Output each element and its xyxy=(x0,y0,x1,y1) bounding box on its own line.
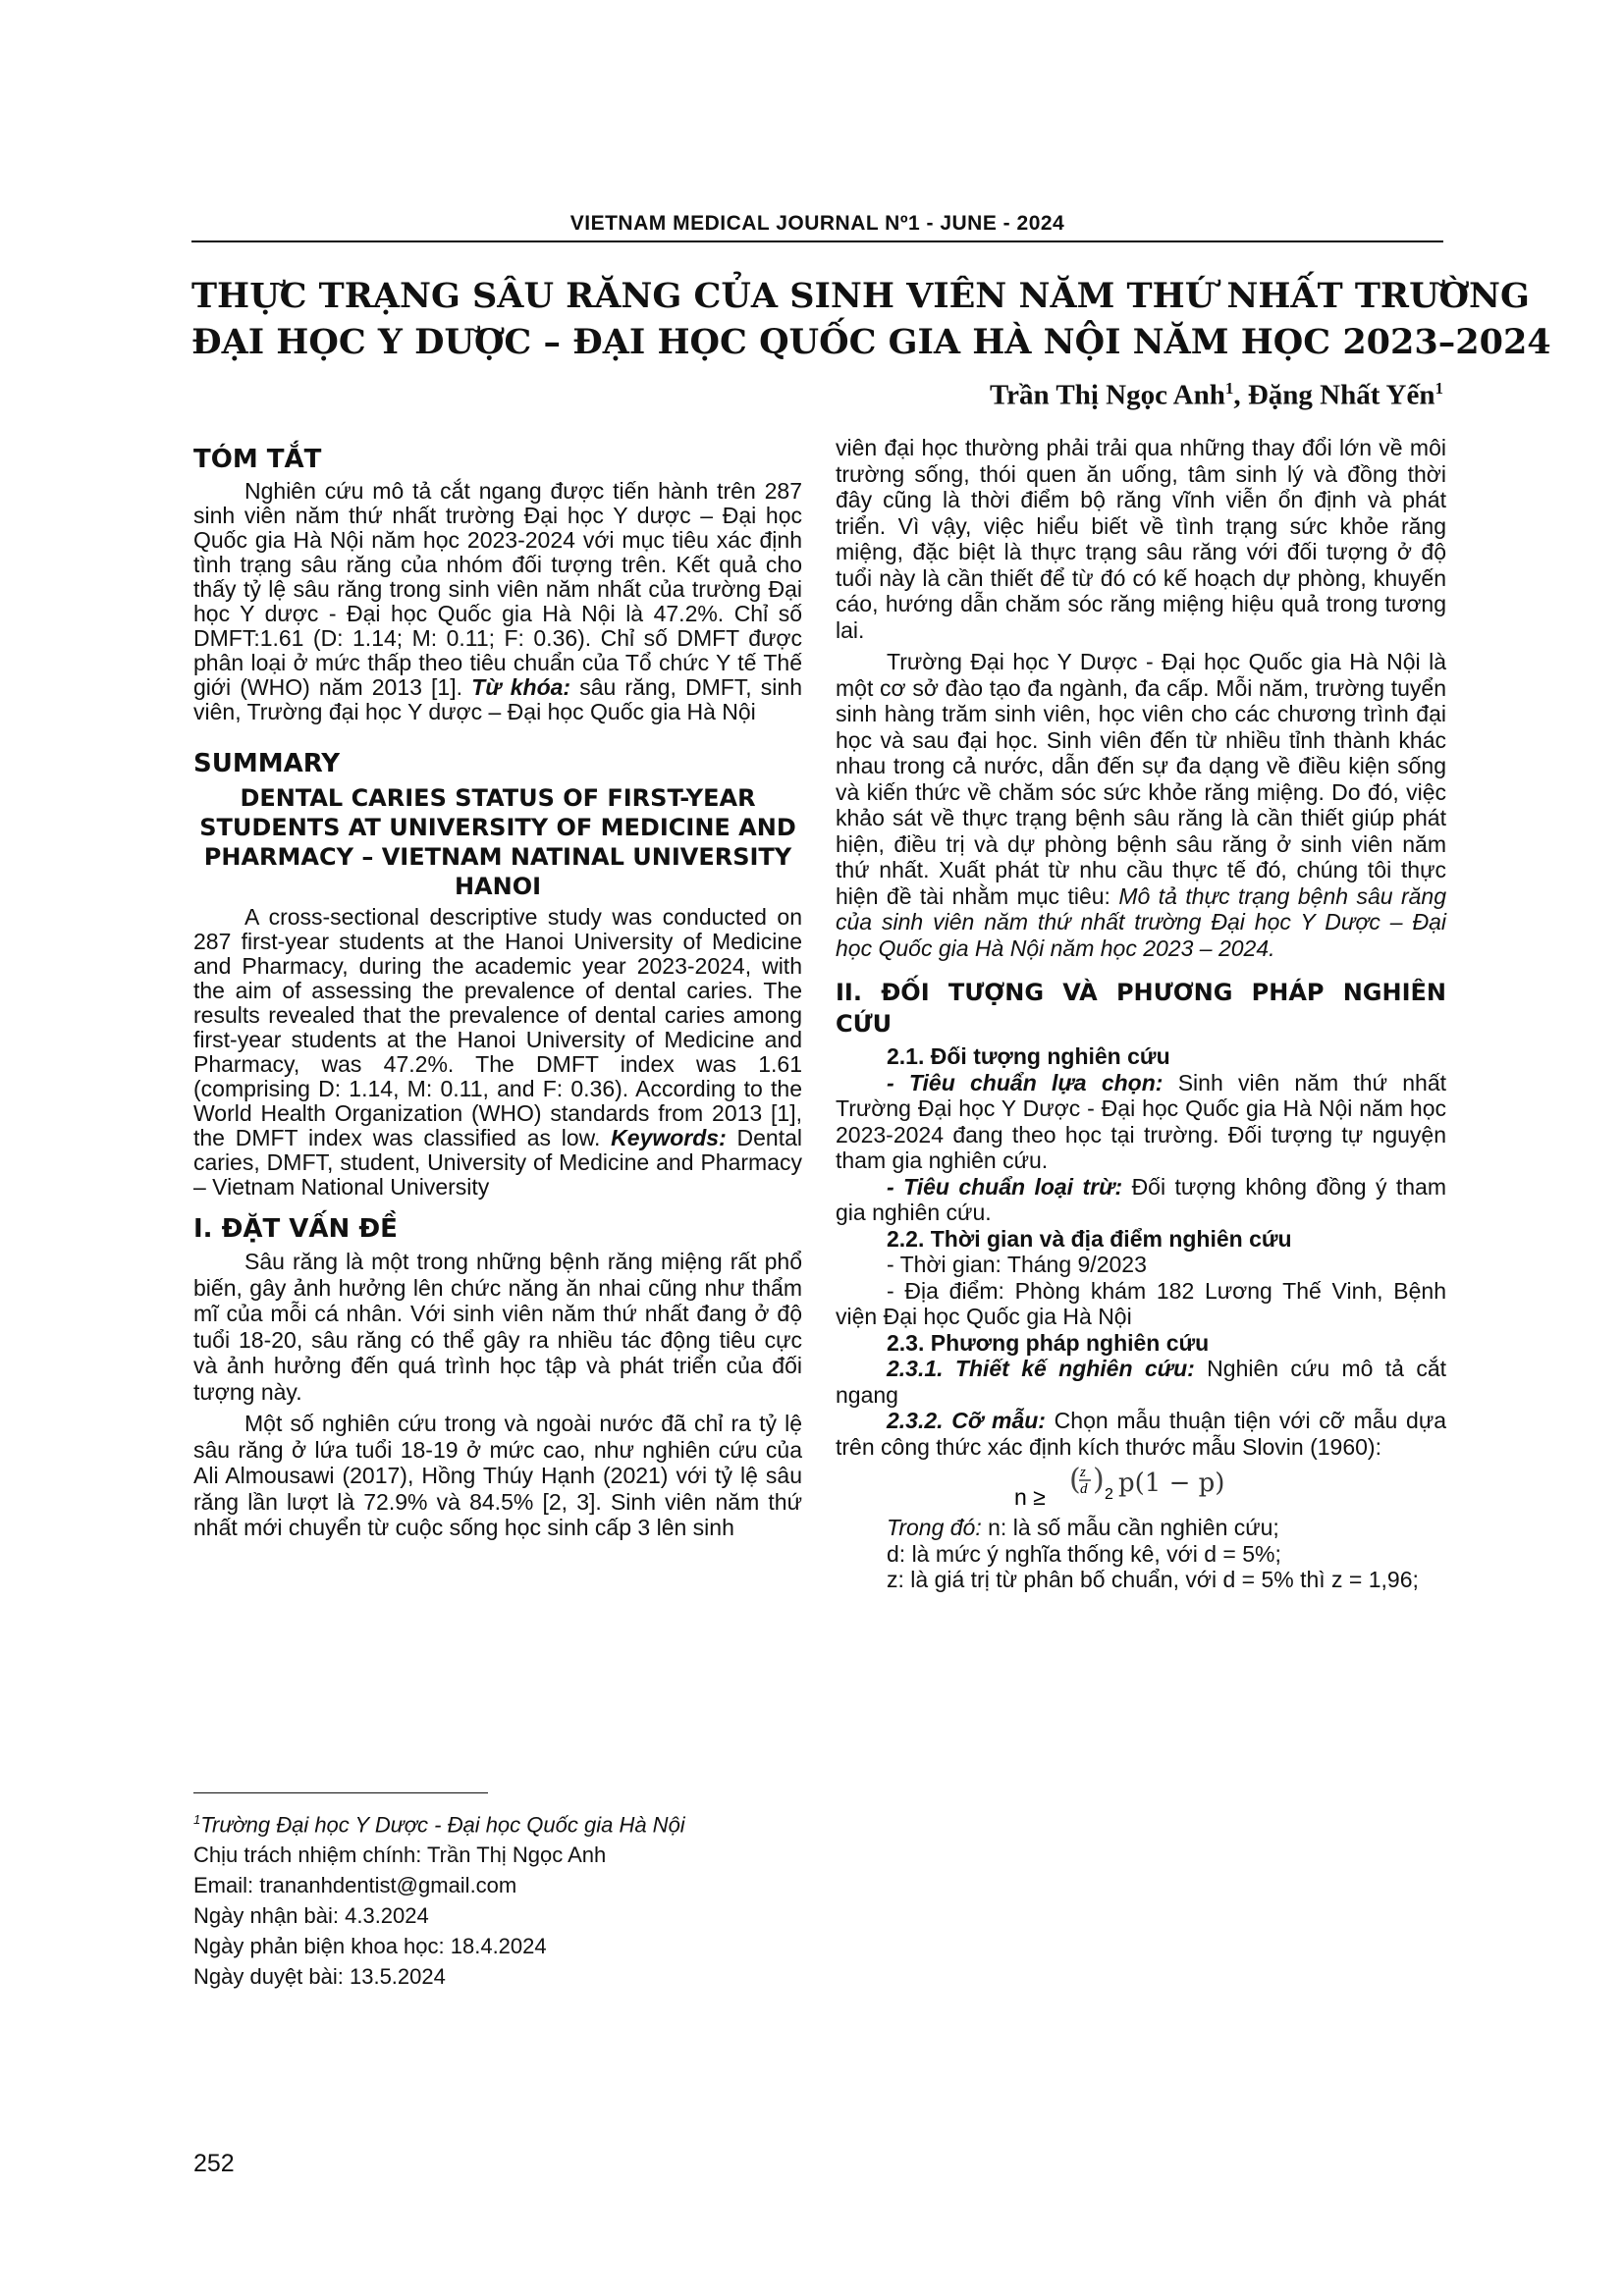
formula-open-paren: ( xyxy=(1069,1463,1081,1497)
study-time: - Thời gian: Tháng 9/2023 xyxy=(887,1252,1147,1277)
footnote-affiliation-mark: 1 xyxy=(193,1812,201,1827)
formula-where-z: z: là giá trị từ phân bố chuẩn, với d = 5% thì z = 1,96; xyxy=(887,1567,1419,1592)
study-design-text: Nghiên cứu mô tả cắt ngang xyxy=(836,1356,1446,1408)
summary-title: DENTAL CARIES STATUS OF FIRST-YEAR STUDENTS AT UNIVERSITY OF MEDICINE AND PHARMACY – VIETNAM NATINAL UNIVERSITY HANOI xyxy=(199,784,796,900)
journal-running-header: VIETNAM MEDICAL JOURNAL Nº1 - JUNE - 2024 xyxy=(569,212,1065,235)
footnote-email: Email: trananhdentist@gmail.com xyxy=(193,1873,517,1898)
methods-heading: II. ĐỐI TƯỢNG VÀ PHƯƠNG PHÁP NGHIÊN CỨU xyxy=(836,979,1446,1038)
abstract-vi-text: Nghiên cứu mô tả cắt ngang được tiến hành trên 287 sinh viên năm thứ nhất trường Đại học Y dược – Đại học Quốc gia Hà Nội năm học 2023-2024 với mục tiêu xác định tình trạng sâu răng của nhóm đối tượng trên. Kết quả cho thấy tỷ lệ sâu răng trong sinh viên năm nhất của trường Đại học Y dược - Đại học Quốc gia Hà Nội là 47.2%. Chỉ số DMFT:1.61 (D: 1.14; M: 0.11; F: 0.36). Chỉ số DMFT được phân loại ở mức thấp theo tiêu chuẩn của Tổ chức Y tế Thế giới (WHO) năm 2013 [1]. xyxy=(193,478,802,700)
author-1-affiliation-mark: 1 xyxy=(1224,379,1234,398)
page-number: 252 xyxy=(193,2150,235,2177)
summary-body xyxy=(193,905,802,1200)
intro-heading: I. ĐẶT VẤN ĐỀ xyxy=(193,1214,398,1244)
title-line-1: THỰC TRẠNG SÂU RĂNG CỦA SINH VIÊN NĂM THỨ NHẤT TRƯỜNG xyxy=(191,276,1530,316)
footnote-accepted: Ngày duyệt bài: 13.5.2024 xyxy=(193,1964,446,1990)
footnote-reviewed: Ngày phản biện khoa học: 18.4.2024 xyxy=(193,1934,547,1959)
intro-paragraph-3 xyxy=(836,649,1446,961)
sample-size-formula xyxy=(836,1460,1446,1515)
author-2-affiliation-mark: 1 xyxy=(1435,379,1443,398)
right-column xyxy=(836,435,1446,1593)
intro-paragraph-1: Sâu răng là một trong những bệnh răng miệng rất phổ biến, gây ảnh hưởng lên chức năng ăn nhai cũng như thẩm mĩ của mỗi cá nhân. Với sinh viên năm thứ nhất đang ở độ tuổi 18-20, sâu răng có thể gây ra nhiều tác động tiêu cực và ảnh hưởng đến quá trình học tập và phát triển của đối tượng này. xyxy=(193,1249,802,1405)
footnotes xyxy=(193,1804,802,1992)
formula-close-paren: ) xyxy=(1093,1463,1105,1497)
summary-keywords-label: Keywords: xyxy=(611,1125,727,1150)
exclusion-criteria xyxy=(836,1174,1446,1226)
formula-z: z xyxy=(1080,1465,1086,1480)
inclusion-criteria xyxy=(836,1070,1446,1174)
formula-exponent: 2 xyxy=(1105,1486,1113,1503)
abstract-vi-body xyxy=(193,479,802,724)
inclusion-label: - Tiêu chuẩn lựa chọn: xyxy=(887,1069,1164,1095)
section-2-1-heading: 2.1. Đối tượng nghiên cứu xyxy=(887,1043,1170,1069)
intro-paragraph-2: Một số nghiên cứu trong và ngoài nước đã chỉ ra tỷ lệ sâu răng ở lứa tuổi 18-19 ở mức cao, như nghiên cứu của Ali Almousawi (2017), Hồng Thúy Hạnh (2021) với tỷ lệ sâu răng lần lượt là 72.9% và 84.5% [2, 3]. Sinh viên năm thứ nhất mới chuyển từ cuộc sống học sinh cấp 3 lên sinh xyxy=(193,1411,802,1540)
abstract-vi-keywords: sâu răng, DMFT, sinh viên, Trường đại học Y dược – Đại học Quốc gia Hà Nội xyxy=(193,674,802,724)
author-list xyxy=(990,379,1443,412)
formula-d: d xyxy=(1080,1481,1088,1497)
intro-paragraph-3-text: Trường Đại học Y Dược - Đại học Quốc gia Hà Nội là một cơ sở đào tạo đa ngành, đa cấp. Mỗi năm, trường tuyển sinh hàng trăm sinh viên, học viên cho các chương trình đại học và sau đại học. Sinh viên đến từ nhiều tỉnh thành khác nhau trong cả nước, dẫn đến sự đa dạng về điều kiện sống và kiến thức về chăm sóc sức khỏe răng miệng. Do đó, việc khảo sát về thực trạng bệnh sâu răng là cần thiết giúp phát hiện, điều trị và dự phòng bệnh sâu răng ở sinh viên năm thứ nhất. Xuất phát từ nhu cầu thực tế đó, chúng tôi thực hiện đề tài nhằm mục tiêu: xyxy=(836,649,1446,909)
exclusion-label: - Tiêu chuẩn loại trừ: xyxy=(887,1173,1123,1200)
left-column xyxy=(193,432,802,1541)
sample-size-label: 2.3.2. Cỡ mẫu: xyxy=(887,1408,1046,1433)
formula-where-label: Trong đó: xyxy=(887,1515,982,1540)
formula-where-d: d: là mức ý nghĩa thống kê, với d = 5%; xyxy=(887,1540,1281,1567)
exclusion-text: Đối tượng không đồng ý tham gia nghiên cứu. xyxy=(836,1173,1446,1225)
intro-objective: Mô tả thực trạng bệnh sâu răng của sinh viên năm thứ nhất trường Đại học Y Dược – Đại học Quốc gia Hà Nội năm học 2023 – 2024. xyxy=(836,882,1446,961)
sample-size xyxy=(836,1408,1446,1460)
author-2: Đặng Nhất Yến xyxy=(1247,379,1435,411)
abstract-vi-heading: TÓM TẮT xyxy=(193,445,322,474)
formula-lhs: n ≥ xyxy=(1014,1484,1046,1510)
abstract-vi-keywords-label: Từ khóa: xyxy=(471,674,571,700)
study-place: - Địa điểm: Phòng khám 182 Lương Thế Vinh, Bệnh viện Đại học Quốc gia Hà Nội xyxy=(836,1277,1446,1329)
author-1: Trần Thị Ngọc Anh xyxy=(989,379,1225,411)
title-line-2: ĐẠI HỌC Y DƯỢC – ĐẠI HỌC QUỐC GIA HÀ NỘI NĂM HỌC 2023–2024 xyxy=(191,322,1551,362)
section-2-2-heading: 2.2. Thời gian và địa điểm nghiên cứu xyxy=(887,1225,1292,1252)
section-2-3-heading: 2.3. Phương pháp nghiên cứu xyxy=(887,1329,1210,1356)
footnote-affiliation xyxy=(193,1804,802,1840)
footnote-responsible: Chịu trách nhiệm chính: Trần Thị Ngọc Anh xyxy=(193,1842,607,1868)
header-rule xyxy=(191,240,1443,242)
footnote-rule xyxy=(193,1792,488,1793)
summary-heading: SUMMARY xyxy=(193,749,341,778)
summary-text: A cross-sectional descriptive study was conducted on 287 first-year students at the Hanoi University of Medicine and Pharmacy, during the academic year 2023-2024, with the aim of assessing the prevalence of dental caries. The results revealed that the prevalence of dental caries among first-year students at the Hanoi University of Medicine and Pharmacy, was 47.2%. The DMFT index was 1.61 (comprising D: 1.14, M: 0.11, and F: 0.36). According to the World Health Organization (WHO) standards from 2013 [1], the DMFT index was classified as low. xyxy=(193,904,802,1150)
formula-rhs: p(1 − p) xyxy=(1118,1468,1225,1498)
intro-paragraph-2-continued: viên đại học thường phải trải qua những thay đổi lớn về môi trường sống, thói quen ăn uống, tâm sinh lý và đồng thời đây cũng là thời điểm bộ răng vĩnh viễn ổn định và phát triển. Vì vậy, việc hiểu biết về tình trạng sức khỏe răng miệng, đặc biệt là thực trạng sâu răng với đối tượng ở độ tuổi này là cần thiết để từ đó có kế hoạch dự phòng, khuyến cáo, hướng dẫn chăm sóc răng miệng hiệu quả trong tương lai. xyxy=(836,435,1446,643)
article-title xyxy=(191,273,1551,365)
summary-keywords: Dental caries, DMFT, student, University of Medicine and Pharmacy – Vietnam National University xyxy=(193,1125,803,1200)
formula-where-n-text: n: là số mẫu cần nghiên cứu; xyxy=(981,1515,1279,1540)
sample-size-text: Chọn mẫu thuận tiện với cỡ mẫu dựa trên công thức xác định kích thước mẫu Slovin (1960): xyxy=(836,1408,1447,1460)
formula-where-n xyxy=(836,1515,1446,1541)
study-design-label: 2.3.1. Thiết kế nghiên cứu: xyxy=(887,1356,1195,1381)
footnote-received: Ngày nhận bài: 4.3.2024 xyxy=(193,1903,429,1929)
inclusion-text: Sinh viên năm thứ nhất Trường Đại học Y Dược - Đại học Quốc gia Hà Nội năm học 2023-2024 đang theo học tại trường. Đối tượng tự nguyện tham gia nghiên cứu. xyxy=(836,1069,1447,1173)
study-design xyxy=(836,1356,1446,1408)
formula-graphic xyxy=(1012,1460,1268,1515)
footnote-affiliation-text: Trường Đại học Y Dược - Đại học Quốc gia Hà Nội xyxy=(200,1812,685,1838)
author-separator: , xyxy=(1233,379,1248,411)
